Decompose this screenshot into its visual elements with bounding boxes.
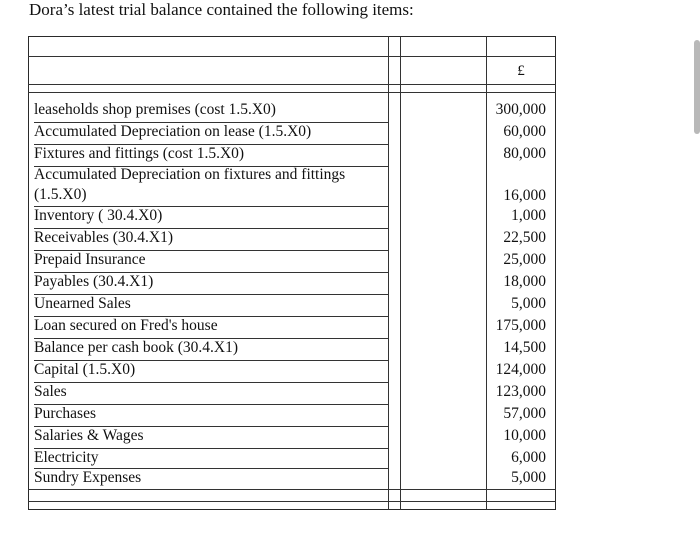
- row-label: Loan secured on Fred's house: [34, 317, 218, 334]
- row-amount: 6,000: [511, 449, 546, 466]
- column-divider: [400, 36, 401, 510]
- row-divider: [34, 272, 388, 273]
- row-divider: [34, 360, 388, 361]
- row-amount: 80,000: [503, 145, 546, 162]
- row-label: Purchases: [34, 405, 96, 422]
- row-divider: [34, 206, 388, 207]
- row-label: Capital (1.5.X0): [34, 361, 136, 378]
- scrollbar[interactable]: [694, 40, 700, 134]
- row-amount: 5,000: [511, 469, 546, 486]
- row-label: Electricity: [34, 449, 99, 466]
- row-amount: 124,000: [495, 361, 546, 378]
- row-label: Sales: [34, 383, 67, 400]
- row-divider: [34, 144, 388, 145]
- row-amount: 10,000: [503, 427, 546, 444]
- currency-header: £: [517, 63, 525, 79]
- header-divider: [28, 92, 556, 93]
- row-amount: 22,500: [503, 229, 546, 246]
- row-label: Inventory ( 30.4.X0): [34, 207, 163, 224]
- header-divider: [28, 84, 556, 85]
- row-divider: [34, 338, 388, 339]
- footer-divider: [28, 501, 556, 502]
- row-label: Salaries & Wages: [34, 427, 144, 444]
- row-label: Accumulated Depreciation on fixtures and fittings (1.5.X0): [34, 166, 346, 203]
- row-label: Unearned Sales: [34, 295, 131, 312]
- row-label: Sundry Expenses: [34, 469, 142, 486]
- row-divider: [34, 404, 388, 405]
- row-label: Accumulated Depreciation on lease (1.5.X0): [34, 123, 312, 140]
- page-heading: Dora’s latest trial balance contained the following items:: [29, 0, 414, 19]
- row-label: Prepaid Insurance: [34, 251, 146, 268]
- row-amount: 123,000: [495, 383, 546, 400]
- row-amount: 25,000: [503, 251, 546, 268]
- row-amount: 175,000: [495, 317, 546, 334]
- row-divider: [34, 316, 388, 317]
- row-label: Balance per cash book (30.4.X1): [34, 339, 239, 356]
- row-amount: 1,000: [511, 207, 546, 224]
- row-divider: [34, 448, 388, 449]
- column-divider: [486, 36, 487, 510]
- row-amount: 60,000: [503, 123, 546, 140]
- row-label: Receivables (30.4.X1): [34, 229, 174, 246]
- row-label: leaseholds shop premises (cost 1.5.X0): [34, 101, 276, 118]
- row-amount: 5,000: [511, 295, 546, 312]
- footer-divider: [28, 489, 556, 490]
- row-divider: [34, 382, 388, 383]
- row-amount: 300,000: [495, 101, 546, 118]
- header-divider: [28, 56, 556, 57]
- row-amount: 57,000: [503, 405, 546, 422]
- row-divider: [34, 166, 388, 167]
- row-divider: [34, 426, 388, 427]
- row-amount: 14,500: [503, 339, 546, 356]
- row-label: Payables (30.4.X1): [34, 273, 154, 290]
- row-amount: 16,000: [503, 187, 546, 204]
- row-divider: [34, 468, 388, 469]
- row-divider: [34, 122, 388, 123]
- row-divider: [34, 250, 388, 251]
- row-label: Fixtures and fittings (cost 1.5.X0): [34, 145, 245, 162]
- row-divider: [34, 294, 388, 295]
- trial-balance-table: [28, 36, 556, 510]
- column-divider: [388, 36, 389, 510]
- row-amount: 18,000: [503, 273, 546, 290]
- row-divider: [34, 228, 388, 229]
